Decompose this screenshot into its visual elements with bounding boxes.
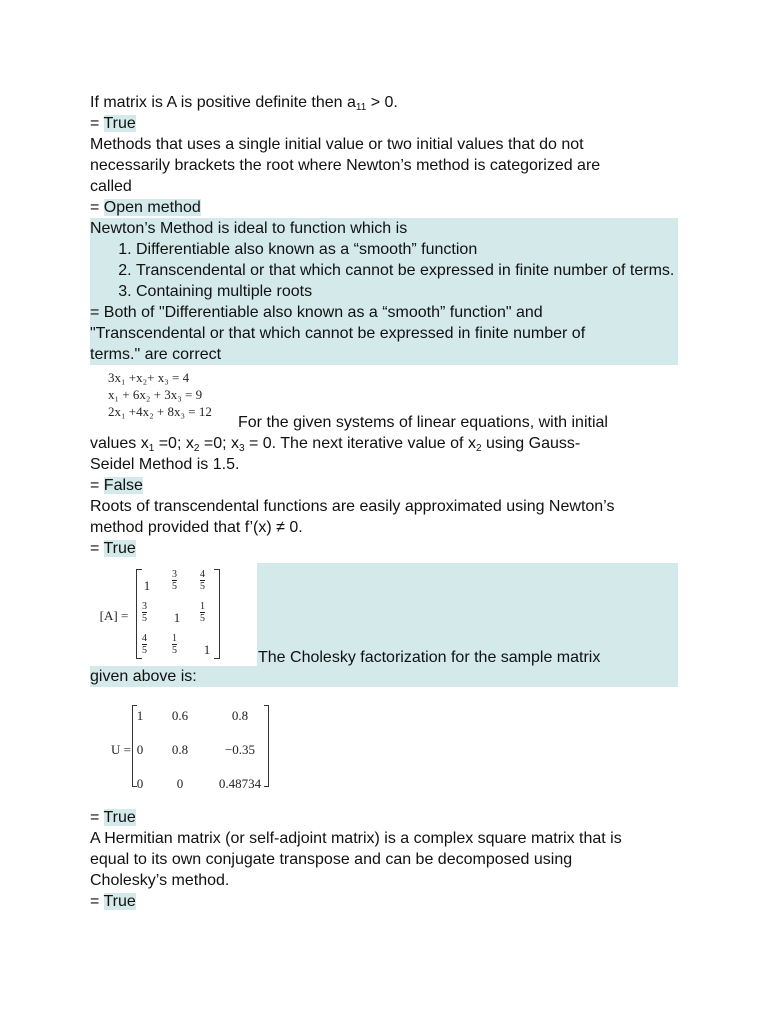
matrix-u-cell: 0 [136,776,144,791]
q6-question-line: given above is: [90,666,308,687]
q5-question-line: method provided that f’(x) ≠ 0. [90,519,303,536]
q3-choice: 3. Containing multiple roots [136,281,678,302]
matrix-a-fraction: $\frac{1}{5}$ [200,601,205,624]
matrix-a-fraction: $\frac{1}{5}$ [172,633,177,656]
matrix-u-cell: 0.6 [171,708,189,723]
answer-highlight: True [103,115,136,132]
matrix-a-fraction: $\frac{4}{5}$ [142,633,147,656]
q4-question-line: Seidel Method is 1.5. [90,456,240,473]
equation-line: 2x₁ +4x₂ + 8x₃ = 12 [108,404,212,419]
equation-line: 3x₁ +x₂+ x₃ = 4 [108,370,190,385]
matrix-a-cell: 1 [173,610,181,625]
q3-choices [90,239,678,302]
matrix-u-label: U = [111,742,131,757]
q1-question: If matrix is A is positive definite then $a_{11} > 0$. [90,94,398,113]
q4-question-line: For the given systems of linear equations, with initial [238,414,608,431]
matrix-a-fraction: $\frac{3}{5}$ [172,569,177,592]
answer-highlight: False [103,477,143,494]
q2-answer: = Open method [90,199,201,216]
answer-highlight: True [103,809,136,826]
q7-question-line: equal to its own conjugate transpose and can be decomposed using [90,851,573,868]
matrix-a-right-bracket [214,569,220,659]
matrix-u-cell: 0.8 [231,708,249,723]
equation-line: x₁ + 6x₂ + 3x₃ = 9 [108,387,203,402]
q6-block [90,563,680,687]
matrix-u-cell: 0.8 [171,742,189,757]
q1-answer: = True [90,115,136,132]
matrix-u-cell: −0.35 [224,742,256,757]
q7-question-line: A Hermitian matrix (or self-adjoint matrix) is a complex square matrix that is [90,830,622,847]
matrix-a-cell: 1 [203,642,211,657]
matrix-u [90,697,680,801]
answer-highlight: True [103,893,136,910]
matrix-a [96,569,224,659]
document-body [90,92,680,912]
answer-highlight: True [103,540,136,557]
q3-answer-line: = Both of "Differentiable also known as a “smooth” function" and [90,304,543,321]
q5-question-line: Roots of transcendental functions are easily approximated using Newton’s [90,498,615,515]
q7-question-line: Cholesky’s method. [90,872,230,889]
q2-question-line: called [90,178,132,195]
matrix-u-cell: 0 [136,742,144,757]
q6-answer: = True [90,809,136,826]
matrix-u-cell: 0.48734 [218,776,262,791]
q4-answer: = False [90,477,143,494]
matrix-a-fraction: $\frac{3}{5}$ [142,601,147,624]
answer-highlight: Open method [103,199,201,216]
q2-question-line: necessarily brackets the root where Newton’s method is categorized are [90,157,601,174]
q3-question: Newton’s Method is ideal to function which is [90,220,408,237]
matrix-u-cell: 1 [136,708,144,723]
q4-question-line: values $x_1 =0$; $x_2 =0$; $x_3 = 0$. The next iterative value of $x_2$ using Gauss- [90,435,581,454]
matrix-u-cell: 0 [176,776,184,791]
matrix-a-cell: 1 [143,578,151,593]
q3-choice: 2. Transcendental or that which cannot be expressed in finite number of terms. [136,260,678,281]
matrix-a-fraction: $\frac{4}{5}$ [200,569,205,592]
q3-block [90,218,678,365]
matrix-a-label: [A] = [99,608,129,623]
q6-highlight-box [257,563,678,687]
q6-question-line: The Cholesky factorization for the sample matrix [258,649,601,666]
q2-question-line: Methods that uses a single initial value or two initial values that do not [90,136,584,153]
q5-answer: = True [90,540,136,557]
q3-answer-line: terms." are correct [90,346,222,363]
q3-choice: 1. Differentiable also known as a “smooth” function [136,239,678,260]
q3-answer-line: "Transcendental or that which cannot be expressed in finite number of [90,325,586,342]
q7-answer: = True [90,893,136,910]
